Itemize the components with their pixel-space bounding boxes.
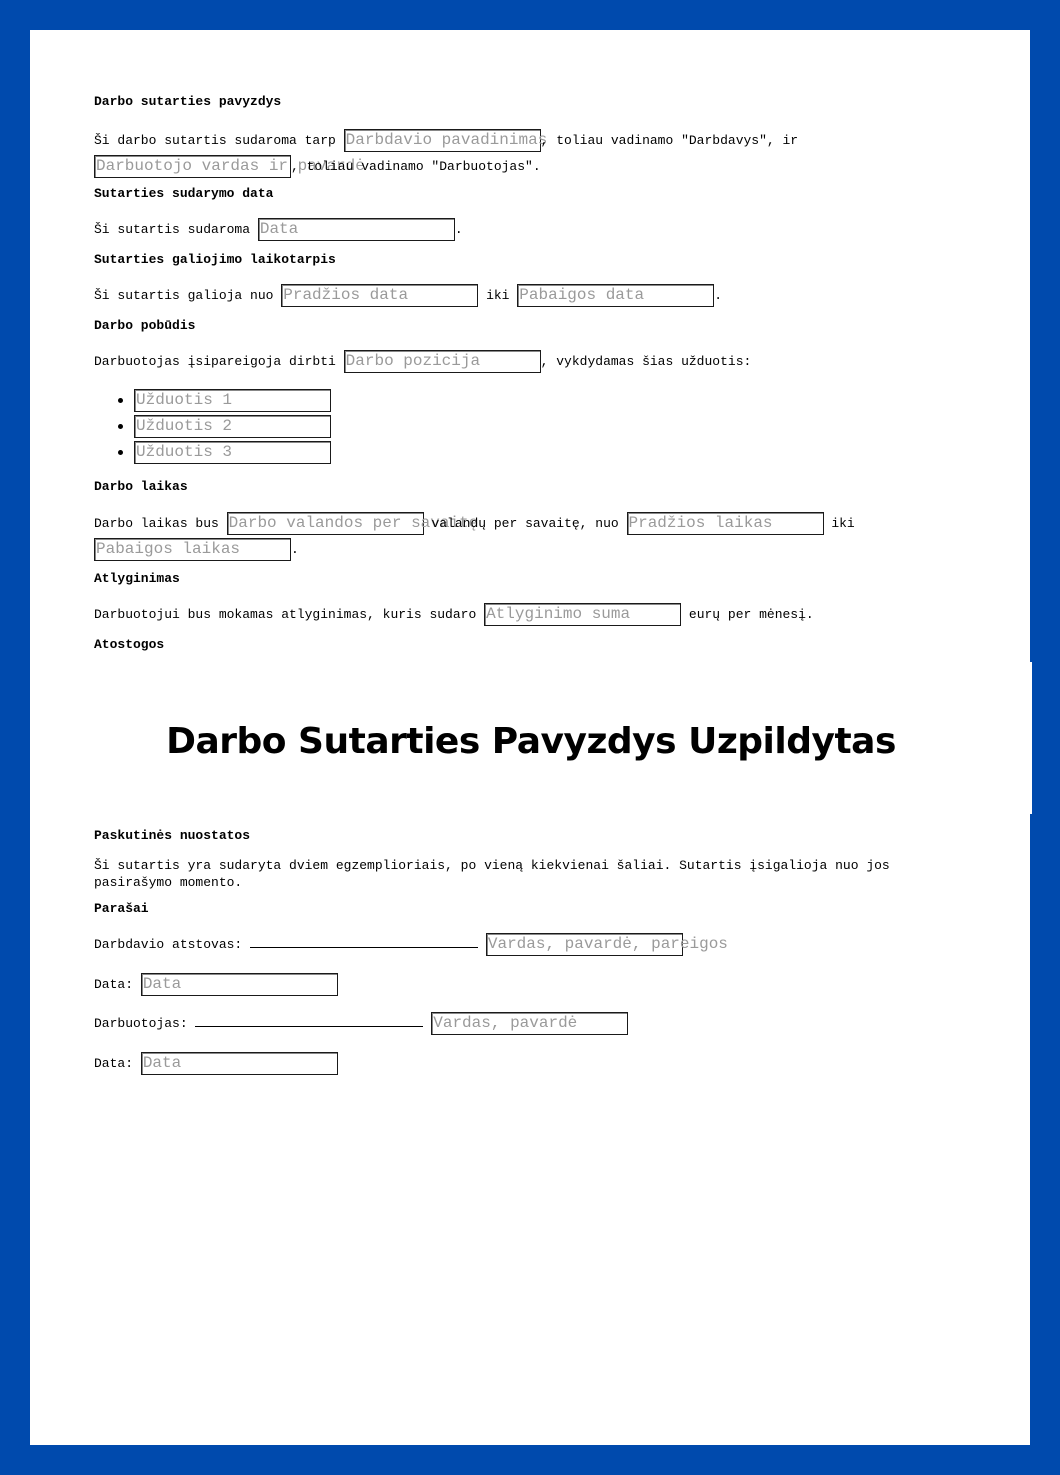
employer-date-label: Data: — [94, 977, 134, 992]
employee-name-input[interactable]: Darbuotojo vardas ir pavardė — [94, 155, 291, 178]
employee-signature-date-input[interactable]: Data — [141, 1052, 338, 1075]
task-3-input[interactable]: Užduotis 3 — [134, 441, 331, 464]
validity-end-date-input[interactable]: Pabaigos data — [517, 284, 714, 307]
heading-final-provisions: Paskutinės nuostatos — [94, 828, 251, 843]
employee-signature-line — [195, 1016, 423, 1027]
heading-contract-date: Sutarties sudarymo data — [94, 186, 274, 201]
employee-date-label: Data: — [94, 1056, 134, 1071]
nature-text-before: Darbuotojas įsipareigoja dirbti — [94, 354, 336, 369]
weekly-hours-input[interactable]: Darbo valandos per savaitę — [227, 512, 424, 535]
contract-date-input[interactable]: Data — [258, 218, 455, 241]
validity-text-before: Ši sutartis galioja nuo — [94, 288, 274, 303]
employer-rep-name-input[interactable]: Vardas, pavardė, pareigos — [486, 933, 683, 956]
task-2-input[interactable]: Užduotis 2 — [134, 415, 331, 438]
working-hours-paragraph — [94, 511, 855, 563]
heading-contract-sample: Darbo sutarties pavyzdys — [94, 94, 282, 109]
document-page — [30, 30, 1030, 1445]
employer-signature-line — [250, 937, 478, 948]
heading-signatures: Parašai — [94, 901, 149, 916]
intro-text-mid: , toliau vadinamo "Darbdavys", ir — [540, 133, 799, 148]
employer-date-row — [94, 973, 338, 996]
final-provisions-line-1: Ši sutartis yra sudaryta dviem egzemplioriais, po vieną kiekvienai šaliai. Sutartis įsigalioja nuo jos — [94, 858, 890, 873]
heading-working-hours: Darbo laikas — [94, 479, 188, 494]
end-time-input[interactable]: Pabaigos laikas — [94, 538, 291, 561]
salary-paragraph — [94, 603, 814, 626]
heading-validity-period: Sutarties galiojimo laikotarpis — [94, 252, 336, 267]
work-nature-paragraph — [94, 350, 751, 373]
task-1-input[interactable]: Užduotis 1 — [134, 389, 331, 412]
employee-label: Darbuotojas: — [94, 1016, 188, 1031]
date-text-after: . — [454, 222, 463, 237]
hours-text-mid2: iki — [831, 516, 855, 531]
employer-signature-row — [94, 933, 728, 956]
heading-work-nature: Darbo pobūdis — [94, 318, 196, 333]
bullet-icon — [118, 424, 123, 429]
date-paragraph — [94, 218, 463, 241]
employer-name-input[interactable]: Darbdavio pavadinimas — [344, 129, 541, 152]
employer-signature-date-input[interactable]: Data — [141, 973, 338, 996]
validity-start-date-input[interactable]: Pradžios data — [281, 284, 478, 307]
intro-text-before: Ši darbo sutartis sudaroma tarp — [94, 133, 336, 148]
hours-text-before: Darbo laikas bus — [94, 516, 219, 531]
intro-text-after: , toliau vadinamo "Darbuotojas". — [291, 159, 541, 174]
hours-text-mid: valandų per savaitę, nuo — [431, 516, 619, 531]
heading-salary: Atlyginimas — [94, 571, 180, 586]
validity-paragraph — [94, 284, 722, 307]
employee-date-row — [94, 1052, 338, 1075]
final-provisions-line-2: pasirašymo momento. — [94, 875, 243, 890]
salary-text-after: eurų per mėnesį. — [688, 607, 814, 622]
bullet-icon — [118, 398, 123, 403]
job-position-input[interactable]: Darbo pozicija — [344, 350, 541, 373]
salary-text-before: Darbuotojui bus mokamas atlyginimas, kuris sudaro — [94, 607, 477, 622]
intro-paragraph — [94, 128, 798, 180]
employee-name-signature-input[interactable]: Vardas, pavardė — [431, 1012, 628, 1035]
title-banner: Darbo Sutarties Pavyzdys Uzpildytas — [30, 662, 1032, 814]
date-text-before: Ši sutartis sudaroma — [94, 222, 251, 237]
bullet-icon — [118, 450, 123, 455]
employee-signature-row — [94, 1012, 628, 1035]
hours-text-after: . — [291, 542, 299, 557]
validity-text-mid: iki — [486, 288, 510, 303]
nature-text-after: , vykdydamas šias užduotis: — [540, 354, 752, 369]
salary-amount-input[interactable]: Atlyginimo suma — [484, 603, 681, 626]
start-time-input[interactable]: Pradžios laikas — [627, 512, 824, 535]
validity-text-after: . — [714, 288, 723, 303]
heading-vacation: Atostogos — [94, 637, 165, 652]
employer-rep-label: Darbdavio atstovas: — [94, 937, 243, 952]
